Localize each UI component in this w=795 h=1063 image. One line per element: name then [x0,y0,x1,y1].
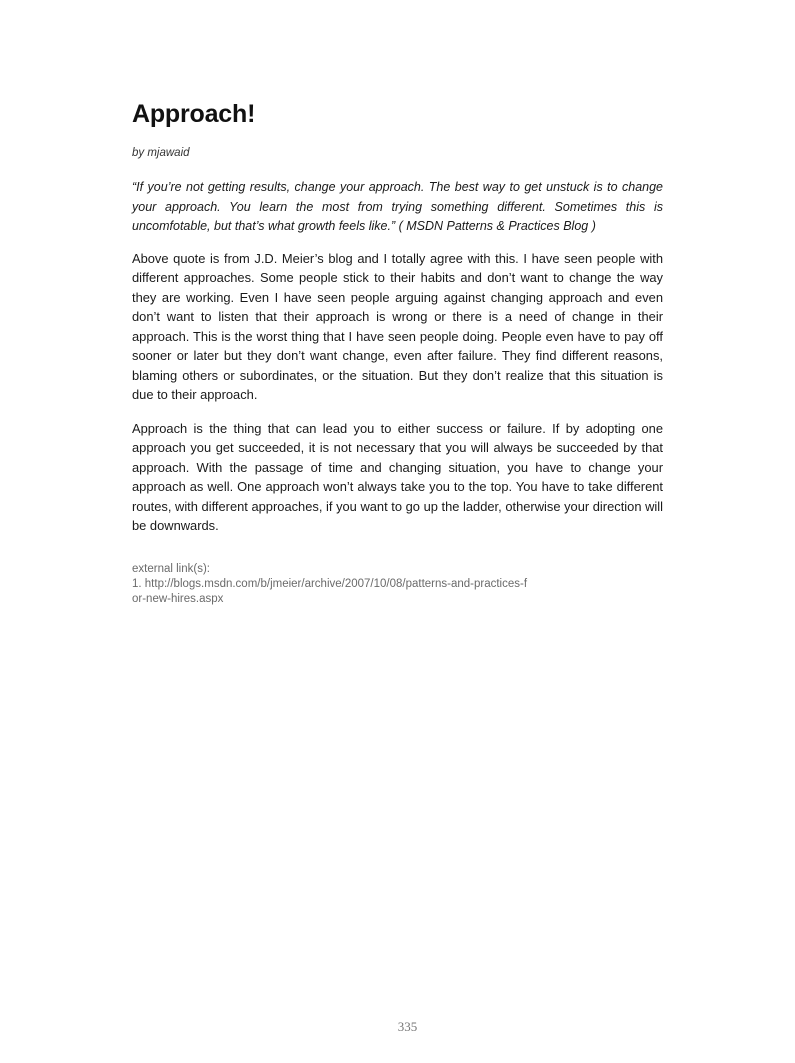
external-links [132,562,532,607]
article-paragraph-2: Approach is the thing that can lead you to either success or failure. If by adopting one approach you get succeeded, it is not necessary that you will always be succeeded by that approach. With the passage of time and changing situation, you have to change your approach as well. One approach won’t always take you to the top. You have to take different routes, with different approaches, if you want to go up the ladder, otherwise your direction will be downwards. [132,420,663,533]
page-number: 335 [397,1019,418,1034]
external-link[interactable]: 1. http://blogs.msdn.com/b/jmeier/archive/2007/10/08/patterns-and-practices-for-new-hires.aspx [132,577,528,605]
article-title: Approach! [132,100,256,128]
article [132,98,663,607]
article-paragraph-1: Above quote is from J.D. Meier’s blog and I totally agree with this. I have seen people with different approaches. Some people stick to their habits and don’t want to change the way they are working. Even I have seen people arguing against changing approach and even don’t want to listen that their approach is wrong or there is a need of change in their approach. This is the worst thing that I have seen people doing. People even have to pay off sooner or later but they don’t want change, even after failure. They find different reasons, blaming others or subordinates, or the situation. But they don’t realize that this situation is due to their approach. [132,250,663,402]
article-byline: by mjawaid [132,147,190,159]
article-quote: “If you’re not getting results, change your approach. The best way to get unstuck is to change your approach. You learn the most from trying something different. Sometimes this is uncomfotable, but that’s what growth feels like.” ( MSDN Patterns & Practices Blog ) [132,180,663,233]
external-links-heading: external link(s): [132,562,210,575]
